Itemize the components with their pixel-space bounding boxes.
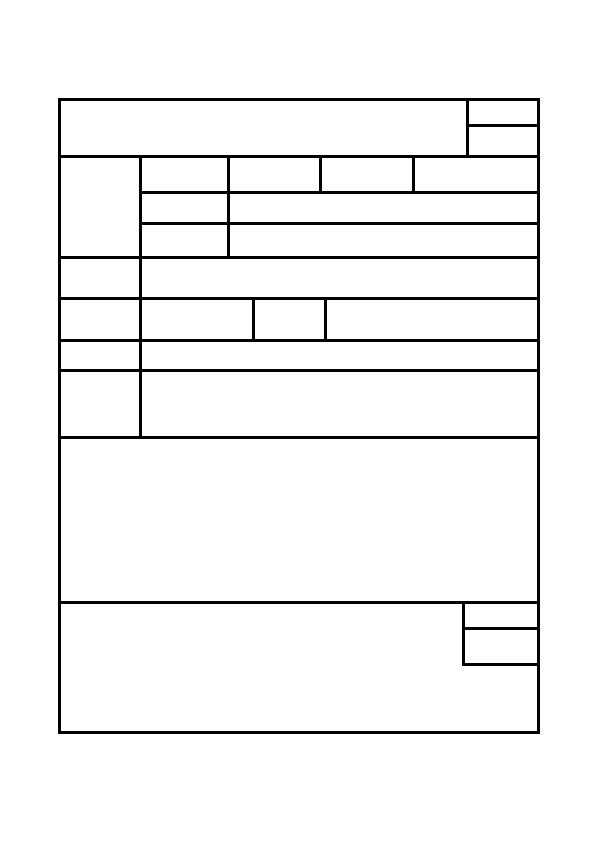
divider — [58, 601, 540, 604]
divider — [462, 663, 540, 666]
divider — [58, 369, 540, 372]
divider — [139, 222, 540, 225]
divider — [462, 601, 465, 665]
divider — [58, 436, 540, 439]
divider — [139, 155, 142, 437]
divider — [466, 98, 469, 156]
divider — [252, 297, 255, 340]
divider — [139, 191, 540, 194]
divider — [324, 297, 327, 340]
divider — [319, 155, 322, 192]
divider — [58, 297, 540, 300]
divider — [412, 155, 415, 192]
divider — [462, 627, 540, 630]
divider — [58, 339, 540, 342]
divider — [466, 124, 540, 127]
divider — [227, 155, 230, 257]
divider — [58, 256, 540, 259]
